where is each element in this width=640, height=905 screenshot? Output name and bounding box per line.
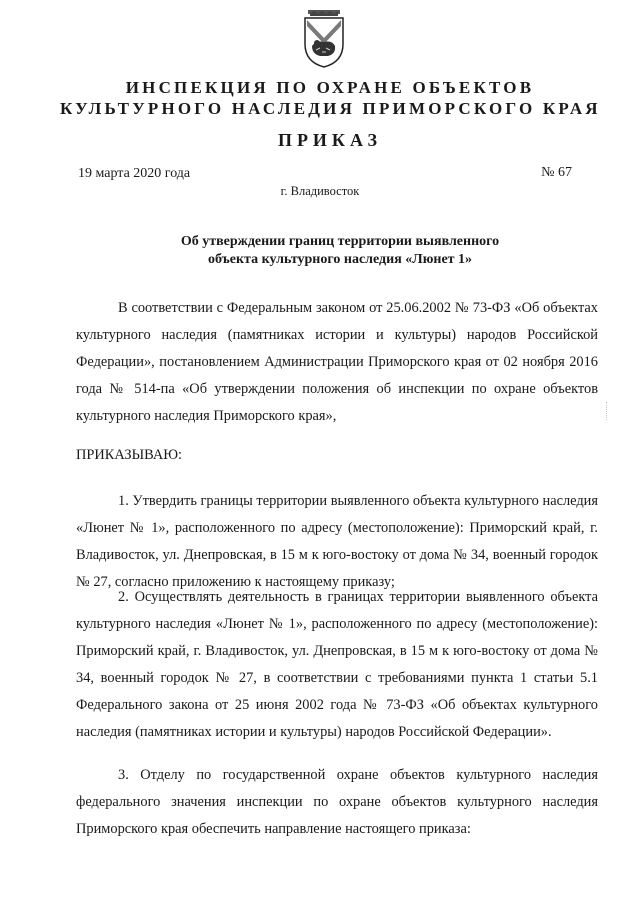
document-type-title: ПРИКАЗ <box>277 130 383 150</box>
order-city: г. Владивосток <box>280 184 360 198</box>
subject-line-2: объекта культурного наследия «Люнет 1» <box>207 252 473 267</box>
agency-name-line-2: КУЛЬТУРНОГО НАСЛЕДИЯ ПРИМОРСКОГО КРАЯ <box>60 99 601 118</box>
order-directive: ПРИКАЗЫВАЮ: <box>76 447 183 463</box>
preamble-paragraph: В соответствии с Федеральным законом от 25.06.2002 № 73-ФЗ «Об объектах культурного наследия (памятниках истории и культуры) народов Российской Федерации», постановлением Администрации Приморского края от 02 ноября 2016 года № 514-па «Об утверждении положения об инспекции по охране объектов культурного наследия Приморского края», <box>76 300 598 424</box>
order-date: 19 марта 2020 года <box>78 166 191 181</box>
scan-artifact <box>606 402 611 420</box>
coat-of-arms-icon <box>302 10 346 68</box>
subject-line-1: Об утверждении границ территории выявленного <box>180 234 500 249</box>
agency-name-line-1: ИНСПЕКЦИЯ ПО ОХРАНЕ ОБЪЕКТОВ <box>125 78 535 97</box>
order-item-1: 1. Утвердить границы территории выявленного объекта культурного наследия «Люнет № 1», расположенного по адресу (местоположение): Приморский край, г. Владивосток, ул. Днепровская, в 15 м к юго-востоку от дома № 34, военный городок № 27, согласно приложению к настоящему приказу; <box>76 493 598 590</box>
order-number: № 67 <box>541 165 572 180</box>
order-item-3: 3. Отделу по государственной охране объектов культурного наследия федерального значения инспекции по охране объектов культурного наследия Приморского края обеспечить направление настоящего приказа: <box>76 767 598 837</box>
order-item-2: 2. Осуществлять деятельность в границах территории выявленного объекта культурного наследия «Люнет № 1», расположенного по адресу (местоположение): Приморский край, г. Владивосток, ул. Днепровская, в 15 м к юго-востоку от дома № 34, военный городок № 27, в соответствии с требованиями пункта 1 статьи 5.1 Федерального закона от 25 июня 2002 года № 73-ФЗ «Об объектах культурного наследия (памятниках истории и культуры) народов Российской Федерации». <box>76 589 598 740</box>
